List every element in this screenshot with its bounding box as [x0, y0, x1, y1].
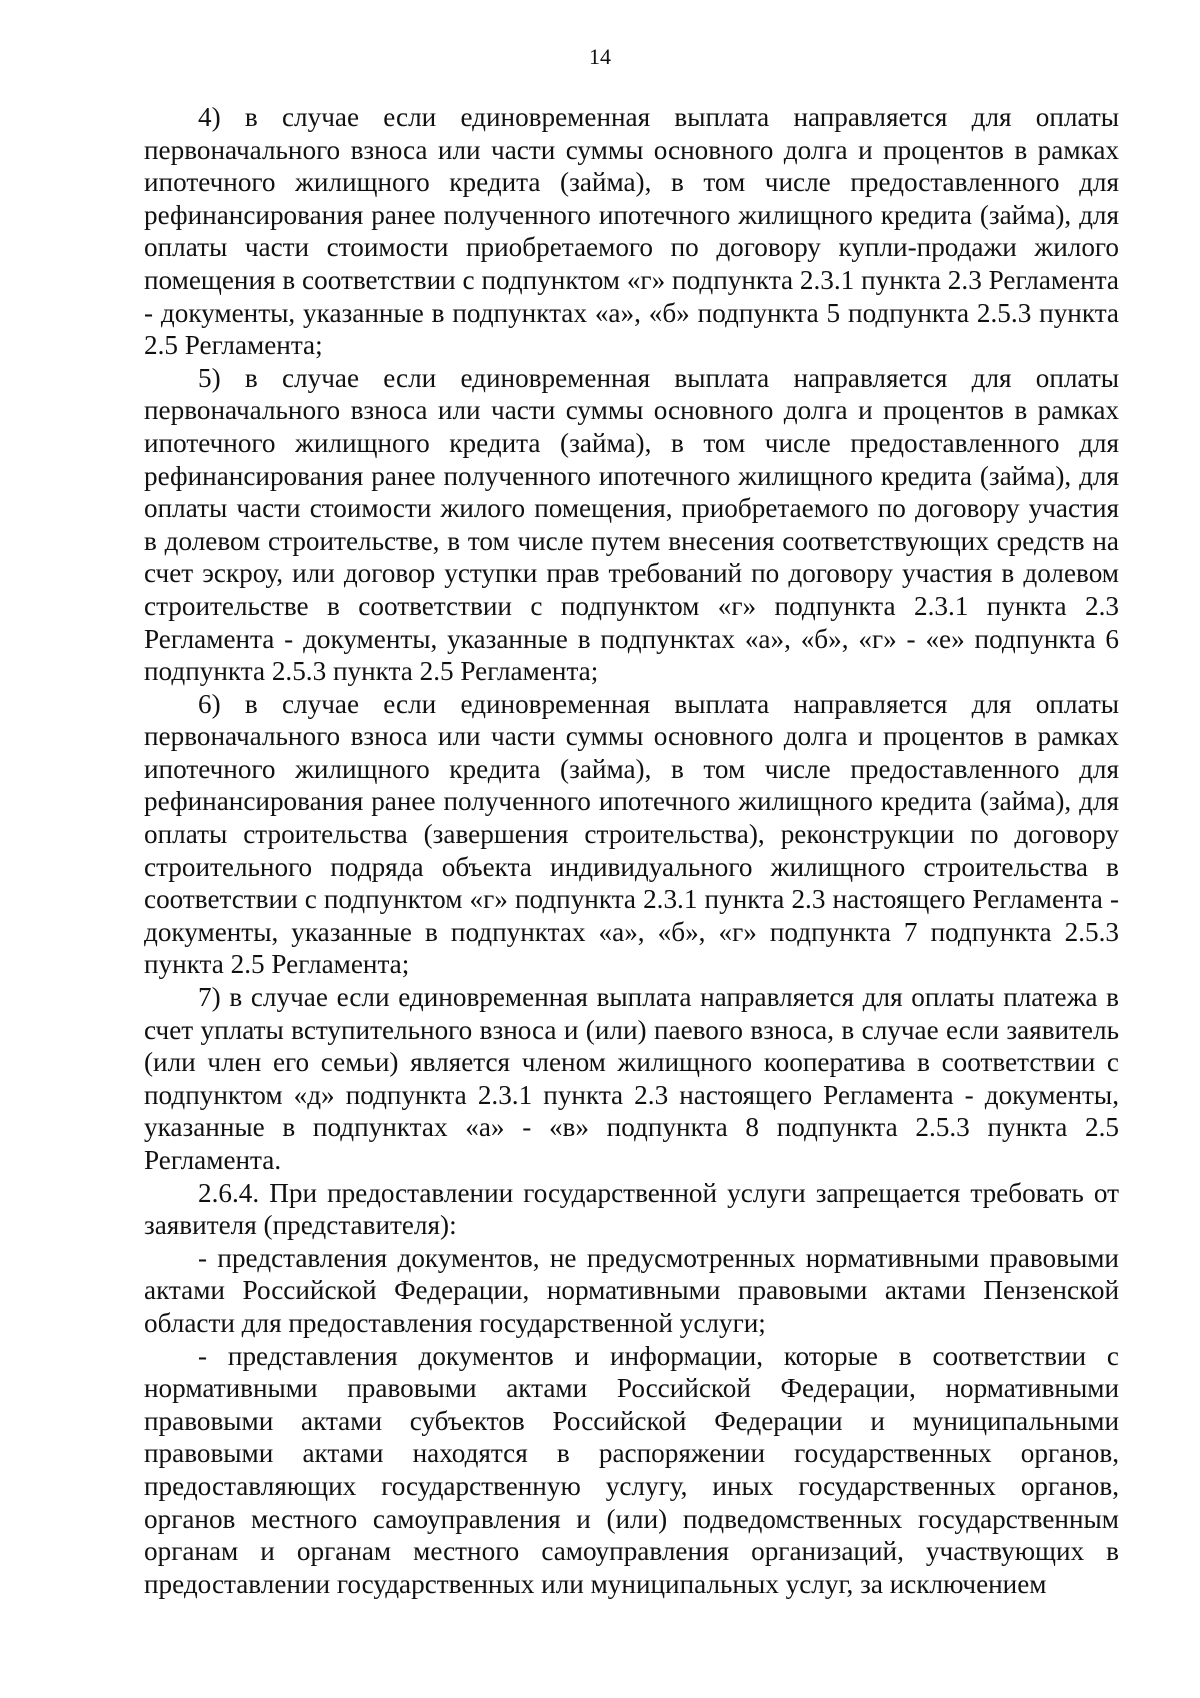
document-body — [144, 101, 1119, 1600]
paragraph-clause-2-6-4: 2.6.4. При предоставлении государственной услуги запрещается требовать от заявителя (представителя): — [144, 1177, 1119, 1241]
paragraph-item-6: 6) в случае если единовременная выплата направляется для оплаты первоначального взноса или части суммы основного долга и процентов в рамках ипотечного жилищного кредита (займа), в том числе предоставленного для рефинансирования ранее полученного ипотечного жилищного кредита (займа), для оплаты строительства (завершения строительства), реконструкции по договору строительного подряда объекта индивидуального жилищного строительства в соответствии с подпунктом «г» подпункта 2.3.1 пункта 2.3 настоящего Регламента - документы, указанные в подпунктах «а», «б», «г» подпункта 7 подпункта 2.5.3 пункта 2.5 Регламента; — [144, 688, 1119, 980]
paragraph-item-7: 7) в случае если единовременная выплата направляется для оплаты платежа в счет уплаты вступительного взноса и (или) паевого взноса, в случае если заявитель (или член его семьи) является членом жилищного кооператива в соответствии с подпунктом «д» подпункта 2.3.1 пункта 2.3 настоящего Регламента - документы, указанные в подпунктах «а» - «в» подпункта 8 подпункта 2.5.3 пункта 2.5 Регламента. — [144, 982, 1119, 1175]
paragraph-dash-1: - представления документов, не предусмотренных нормативными правовыми актами Российской Федерации, нормативными правовыми актами Пензенской области для предоставления государственной услуги; — [144, 1242, 1119, 1338]
paragraph-dash-2: - представления документов и информации, которые в соответствии с нормативными правовыми актами Российской Федерации, нормативными правовыми актами субъектов Российской Федерации и муниципальными правовыми актами находятся в распоряжении государственных органов, предоставляющих государственную услугу, иных государственных органов, органов местного самоуправления и (или) подведомственных государственным органам и органам местного самоуправления организаций, участвующих в предоставлении государственных или муниципальных услуг, за исключением — [144, 1340, 1119, 1599]
paragraph-item-4: 4) в случае если единовременная выплата направляется для оплаты первоначального взноса или части суммы основного долга и процентов в рамках ипотечного жилищного кредита (займа), в том числе предоставленного для рефинансирования ранее полученного ипотечного жилищного кредита (займа), для оплаты части стоимости приобретаемого по договору купли-продажи жилого помещения в соответствии с подпунктом «г» подпункта 2.3.1 пункта 2.3 Регламента - документы, указанные в подпунктах «а», «б» подпункта 5 подпункта 2.5.3 пункта 2.5 Регламента; — [144, 102, 1119, 361]
page-number: 14 — [589, 44, 611, 69]
paragraph-item-5: 5) в случае если единовременная выплата направляется для оплаты первоначального взноса или части суммы основного долга и процентов в рамках ипотечного жилищного кредита (займа), в том числе предоставленного для рефинансирования ранее полученного ипотечного жилищного кредита (займа), для оплаты части стоимости жилого помещения, приобретаемого по договору участия в долевом строительстве, в том числе путем внесения соответствующих средств на счет эскроу, или договор уступки прав требований по договору участия в долевом строительстве в соответствии с подпунктом «г» подпункта 2.3.1 пункта 2.3 Регламента - документы, указанные в подпунктах «а», «б», «г» - «е» подпункта 6 подпункта 2.5.3 пункта 2.5 Регламента; — [144, 362, 1119, 687]
